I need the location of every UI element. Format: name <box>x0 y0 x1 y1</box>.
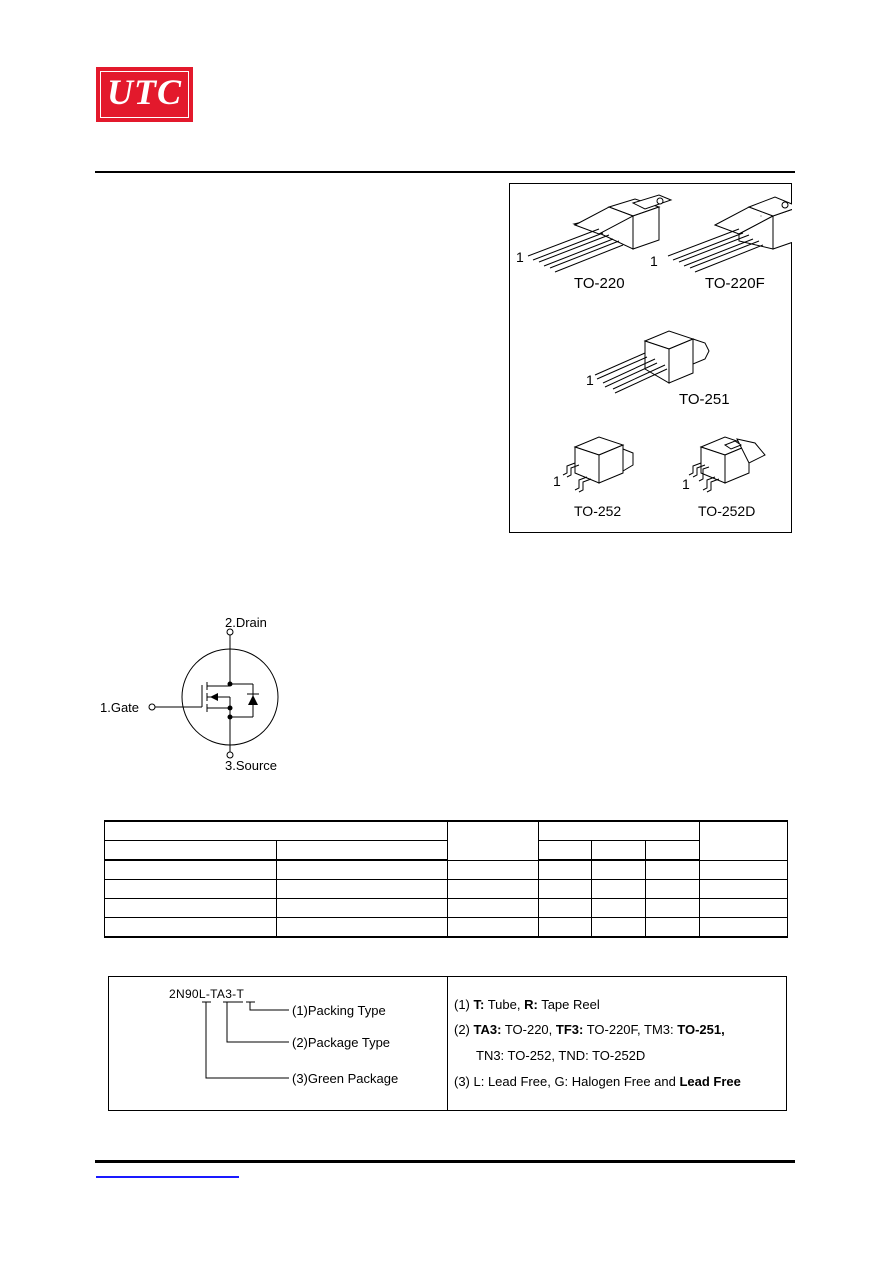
part-code: 2N90L-TA3-T <box>169 987 245 1001</box>
package-label-to-220f: TO-220F <box>705 275 765 292</box>
to-252-drawing <box>563 437 633 492</box>
gate-label: 1.Gate <box>100 700 140 715</box>
source-label: 3.Source <box>225 758 278 773</box>
callout-package-type: (2)Package Type <box>292 1035 391 1050</box>
package-drawings <box>509 183 792 533</box>
table-header-cell <box>448 821 539 860</box>
pin1-label-to-252: 1 <box>553 473 561 489</box>
footer-rule <box>95 1160 795 1163</box>
table-header-cell <box>539 821 700 841</box>
part-number-divider <box>447 976 448 1111</box>
table-header-cell <box>592 841 646 861</box>
table-header-cell <box>539 841 592 861</box>
package-label-to-251: TO-251 <box>679 391 730 408</box>
utc-logo <box>96 67 193 122</box>
ordering-info-table <box>104 820 788 938</box>
pin1-label-to-220f: 1 <box>650 253 658 269</box>
mosfet-symbol <box>140 620 290 770</box>
note-package: (2) TA3: TO-220, TF3: TO-220F, TM3: TO-251, <box>454 1022 725 1037</box>
pin1-label-to-220: 1 <box>516 249 524 265</box>
logo-text: UTC <box>107 72 182 112</box>
callout-green-package: (3)Green Package <box>292 1071 399 1086</box>
table-row <box>105 860 788 880</box>
table-row <box>105 880 788 899</box>
header-rule <box>95 171 795 173</box>
table-header-cell <box>700 821 788 860</box>
part-code-callout-lines <box>195 1000 295 1082</box>
table-header-cell <box>105 821 448 841</box>
to-252d-drawing <box>689 437 765 492</box>
pin1-label-to-252d: 1 <box>682 476 690 492</box>
table-header-cell <box>105 841 277 861</box>
to-251-drawing <box>595 331 709 393</box>
pin1-label-to-251: 1 <box>586 372 594 388</box>
package-label-to-252d: TO-252D <box>698 503 756 519</box>
drain-label: 2.Drain <box>225 615 267 630</box>
note-package-line2: TN3: TO-252, TND: TO-252D <box>476 1048 646 1063</box>
package-label-to-252: TO-252 <box>574 503 622 519</box>
table-header-cell <box>277 841 448 861</box>
to-220f-drawing <box>668 197 792 272</box>
callout-packing-type: (1)Packing Type <box>292 1003 386 1018</box>
note-green: (3) L: Lead Free, G: Halogen Free and Lead Free <box>454 1074 741 1089</box>
table-row <box>105 899 788 918</box>
note-packing: (1) T: Tube, R: Tape Reel <box>454 997 600 1012</box>
package-label-to-220: TO-220 <box>574 275 625 292</box>
footer-website-link[interactable] <box>96 1176 239 1178</box>
table-row <box>105 918 788 938</box>
table-header-cell <box>646 841 700 861</box>
